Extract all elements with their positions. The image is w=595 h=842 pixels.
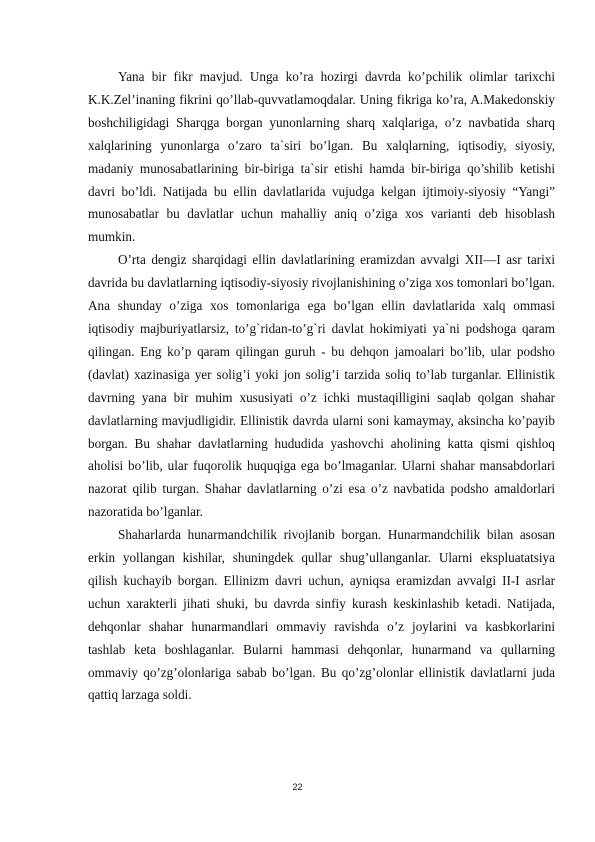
page-number: 22 xyxy=(292,782,303,792)
paragraph-2: O’rta dengiz sharqidagi ellin davlatlarining eramizdan avvalgi XII—I asr tarixi davrida bu davlatlarning iqtisodiy-siyosiy rivojlanishining o’ziga xos tomonlari bo’lgan. Ana shunday o’ziga xos tomonlariga ega bo’lgan ellin davlatlarida xalq ommasi iqtisodiy majburiyatlarsiz, to’g`ridan-to’g`ri davlat hokimiyati ya`ni podshoga qaram qilingan. Eng ko’p qaram qilingan guruh - bu dehqon jamoalari bo’lib, ular podsho (davlat) xazinasiga yer solig’i yoki jon solig’i tarzida soliq to’lab turganlar. Ellinistik davrning yana bir muhim xususiyati o’z ichki mustaqilligini saqlab qolgan shahar davlatlarning mavjudligidir. Ellinistik davrda ularni soni kamaymay, aksincha ko’payib borgan. Bu shahar davlatlarning hududida yashovchi aholining katta qismi qishloq aholisi bo’lib, ular fuqorolik huquqiga ega bo’lmaganlar. Ularni shahar mansabdorlari nazorat qilib turgan. Shahar davlatlarning o’zi esa o’z navbatida podsho amaldorlari nazoratida bo’lganlar. xyxy=(88,252,555,520)
body-text xyxy=(88,66,555,707)
paragraph-1: Yana bir fikr mavjud. Unga ko’ra hozirgi davrda ko’pchilik olimlar tarixchi K.K.Zel’inaning fikrini qo’llab-quvvatlamoqdalar. Uning fikriga ko’ra, A.Makedonskiy boshchiligidagi Sharqga borgan yunonlarning sharq xalqlariga, o’z navbatida sharq xalqlarining yunonlarga o’zaro ta`siri bo’lgan. Bu xalqlarning, iqtisodiy, siyosiy, madaniy munosabatlarining bir-biriga ta`sir etishi hamda bir-biriga qo’shilib ketishi davri bo’ldi. Natijada bu ellin davlatlarida vujudga kelgan ijtimoiy-siyosiy “Yangi” munosabatlar bu davlatlar uchun mahalliy aniq o’ziga xos varianti deb hisoblash mumkin. xyxy=(88,69,555,245)
paragraph-3: Shaharlarda hunarmandchilik rivojlanib borgan. Hunarmandchilik bilan asosan erkin yollangan kishilar, shuningdek qullar shug’ullanganlar. Ularni ekspluatatsiya qilish kuchayib borgan. Ellinizm davri uchun, ayniqsa eramizdan avvalgi II-I asrlar uchun xarakterli jihati shuki, bu davrda sinfiy kurash keskinlashib ketadi. Natijada, dehqonlar shahar hunarmandlari ommaviy ravishda o’z joylarini va kasbkorlarini tashlab keta boshlaganlar. Bularni hammasi dehqonlar, hunarmand va qullarning ommaviy qo’zg’olonlariga sabab bo’lgan. Bu qo’zg’olonlar ellinistik davlatlarni juda qattiq larzaga soldi. xyxy=(88,527,555,703)
